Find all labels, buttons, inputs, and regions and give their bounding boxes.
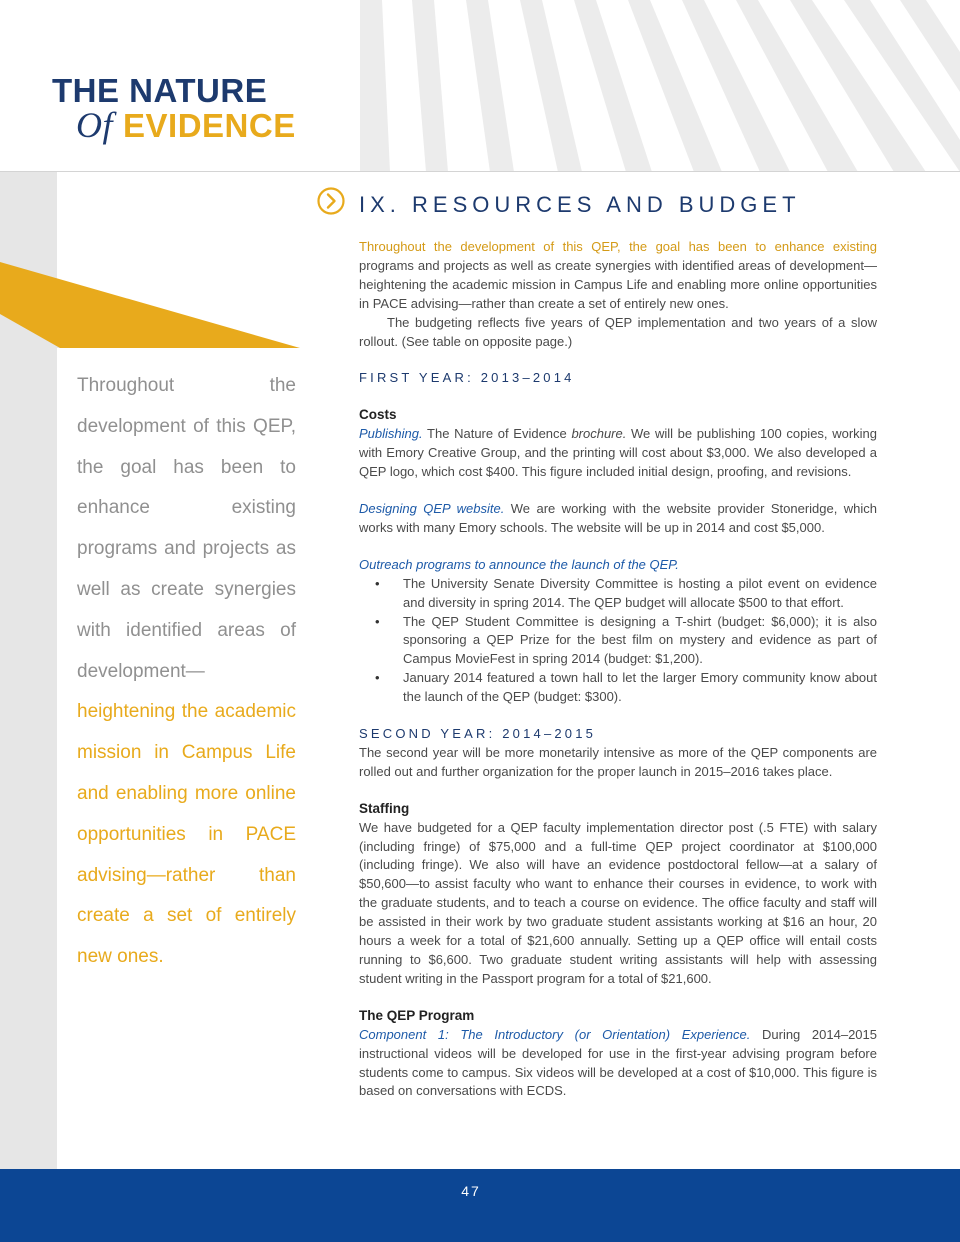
second-year-intro: The second year will be more monetarily intensive as more of the QEP components are rolled out and further organization for the proper launch in 2015–2016 takes place. xyxy=(359,744,877,779)
footer-band xyxy=(0,1169,960,1242)
publishing-label: Publishing. xyxy=(359,426,423,442)
title-of: Of xyxy=(76,105,113,145)
second-year-heading: SECOND YEAR: 2014–2015 xyxy=(359,726,597,742)
chevron-right-circle-icon xyxy=(316,186,346,216)
gold-wedge-graphic xyxy=(0,262,300,348)
list-item: • The QEP Student Committee is designing a T-shirt (budget: $6,000); it is also sponsoring a QEP Prize for the best film on mystery and evidence as part of Campus MovieFest in spring 2014 (budget: $1,200). xyxy=(403,613,877,670)
outreach-label: Outreach programs to announce the launch of the QEP. xyxy=(359,556,679,572)
component-rest: During 2014–2015 instructional videos will be developed for use in the first-year advising program before students come to campus. Six videos will be developed at a cost of $10,000. This figure is based on conversations with ECDS. xyxy=(359,1026,877,1099)
website-paragraph xyxy=(359,500,877,538)
pull-quote xyxy=(77,366,296,978)
intro-rest-text: programs and projects as well as create synergies with identified areas of development—heightening the academic mission in Campus Life and enabling more online opportunities in PACE advising—rather than create a set of entirely new ones. xyxy=(359,257,877,311)
main-column xyxy=(359,238,877,1101)
first-year-heading: FIRST YEAR: 2013–2014 xyxy=(359,370,575,386)
title-line-1: THE NATURE xyxy=(52,72,268,109)
component-paragraph xyxy=(359,1026,877,1102)
publishing-paragraph xyxy=(359,425,877,482)
qep-program-heading: The QEP Program xyxy=(359,1007,475,1023)
publishing-pre: The Nature of Evidence xyxy=(422,426,572,442)
title-line-2 xyxy=(76,105,296,145)
website-rest: We are working with the website provider Stoneridge, which works with many Emory schools. The website will be up in 2014 and cost $5,000. xyxy=(359,500,878,535)
header-sunburst-graphic xyxy=(360,0,960,172)
staffing-paragraph: We have budgeted for a QEP faculty implementation director post (.5 FTE) with salary (including fringe) of $75,000 and a full-time QEP project coordinator at $100,000 (including fringe). We also will have an evidence postdoctoral fellow—at a salary of $50,600—to assist faculty who want to enhance their courses in evidence, to work with the graduate students, and to teach a course on evidence. The office faculty and staff will be assisted in their work by two graduate student assistants working at $16 an hour, 20 hours a week for a total of $21,600 annually. Setting up a QEP office will entail costs running to $6,600. Two graduate student writing assistants will help with assessing student writing in the Passport program for a total of $21,600. xyxy=(359,819,877,986)
publishing-rest: We will be publishing 100 copies, working with Emory Creative Group, and the printing will cost about $3,000. We also developed a QEP logo, which cost $400. This figure included initial design, proofing, and revisions. xyxy=(359,426,877,480)
budget-overview-paragraph: The budgeting reflects five years of QEP implementation and two years of a slow rollout. (See table on opposite page.) xyxy=(359,314,877,349)
intro-gold-text: Throughout the development of this QEP, the goal has been to enhance existing xyxy=(359,239,877,254)
costs-heading: Costs xyxy=(359,407,397,423)
title-evidence: EVIDENCE xyxy=(123,107,296,144)
list-item: • The University Senate Diversity Committee is hosting a pilot event on evidence and diversity in spring 2014. The QEP budget will allocate $500 to that effort. xyxy=(403,575,877,613)
staffing-heading: Staffing xyxy=(359,800,410,816)
component-label: Component 1: The Introductory (or Orientation) Experience. xyxy=(359,1026,751,1042)
intro-paragraph xyxy=(359,238,877,314)
website-label: Designing QEP website. xyxy=(359,500,505,516)
publishing-brochure: brochure. xyxy=(571,426,627,442)
page-number: 47 xyxy=(461,1183,481,1199)
publication-logo xyxy=(52,74,296,143)
header-divider xyxy=(0,171,960,172)
outreach-list xyxy=(359,575,877,707)
list-item: • January 2014 featured a town hall to let the larger Emory community know about the launch of the QEP (budget: $300). xyxy=(403,669,877,707)
pull-quote-gold: heightening the academic mission in Campus Life and enabling more online opportunities in PACE advising—rather than create a set of entirely new ones. xyxy=(77,701,296,968)
pull-quote-grey: Throughout the development of this QEP, the goal has been to enhance existing programs and projects as well as create synergies with identified areas of development— xyxy=(77,375,296,682)
section-title: IX. RESOURCES AND BUDGET xyxy=(359,192,801,217)
